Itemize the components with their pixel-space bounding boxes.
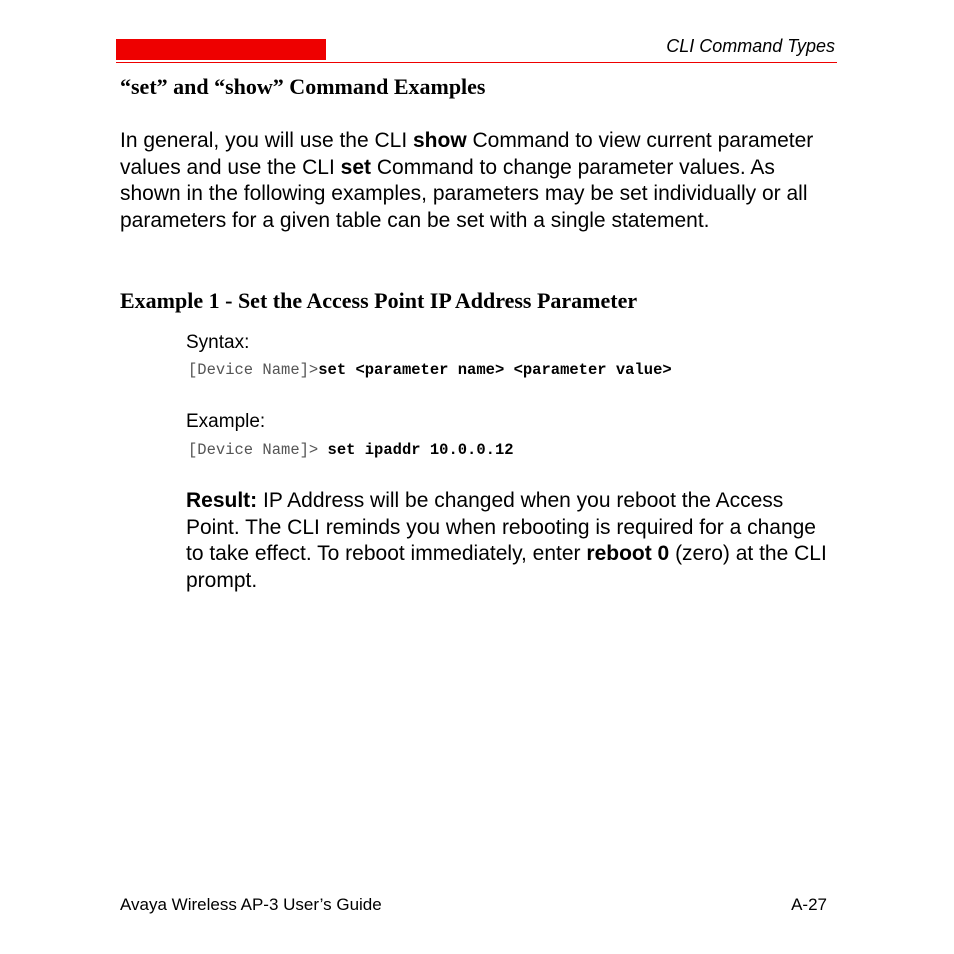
- example-command: set ipaddr 10.0.0.12: [327, 441, 514, 459]
- syntax-prompt: [Device Name]>: [188, 361, 319, 379]
- syntax-label: Syntax:: [186, 332, 250, 353]
- result-paragraph: [186, 488, 836, 594]
- intro-show-keyword: show: [413, 129, 467, 152]
- header-rule: [116, 62, 837, 63]
- syntax-command: set <parameter name> <parameter value>: [318, 361, 672, 379]
- result-text-2: (zero) at the CLI prompt.: [186, 542, 827, 592]
- example-heading: Example 1 - Set the Access Point IP Address Parameter: [120, 288, 638, 313]
- section-heading: “set” and “show” Command Examples: [120, 74, 486, 99]
- example-code: [188, 441, 514, 459]
- intro-text-2: Command to view current parameter values and use the CLI: [120, 129, 814, 179]
- intro-set-keyword: set: [340, 155, 372, 179]
- result-text-1: IP Address will be changed when you reboot the Access Point. The CLI reminds you when rebooting is required for a change to take effect. To reboot immediately, enter: [186, 489, 816, 565]
- syntax-code: [188, 361, 672, 379]
- example-prompt: [Device Name]>: [188, 441, 328, 459]
- header-red-bar: [116, 39, 326, 60]
- footer-guide-title: Avaya Wireless AP-3 User’s Guide: [120, 895, 382, 914]
- intro-text-1: In general, you will use the CLI: [120, 129, 413, 152]
- reboot-keyword: reboot 0: [586, 542, 670, 565]
- header-title: CLI Command Types: [666, 36, 835, 56]
- example-label: Example:: [186, 411, 266, 432]
- result-label: Result:: [186, 489, 258, 512]
- intro-paragraph: [120, 128, 830, 234]
- footer-page-number: A-27: [791, 895, 827, 914]
- intro-text-3: Command to change parameter values. As shown in the following examples, parameters may be set individually or all parameters for a given table can be set with a single statement.: [120, 155, 808, 232]
